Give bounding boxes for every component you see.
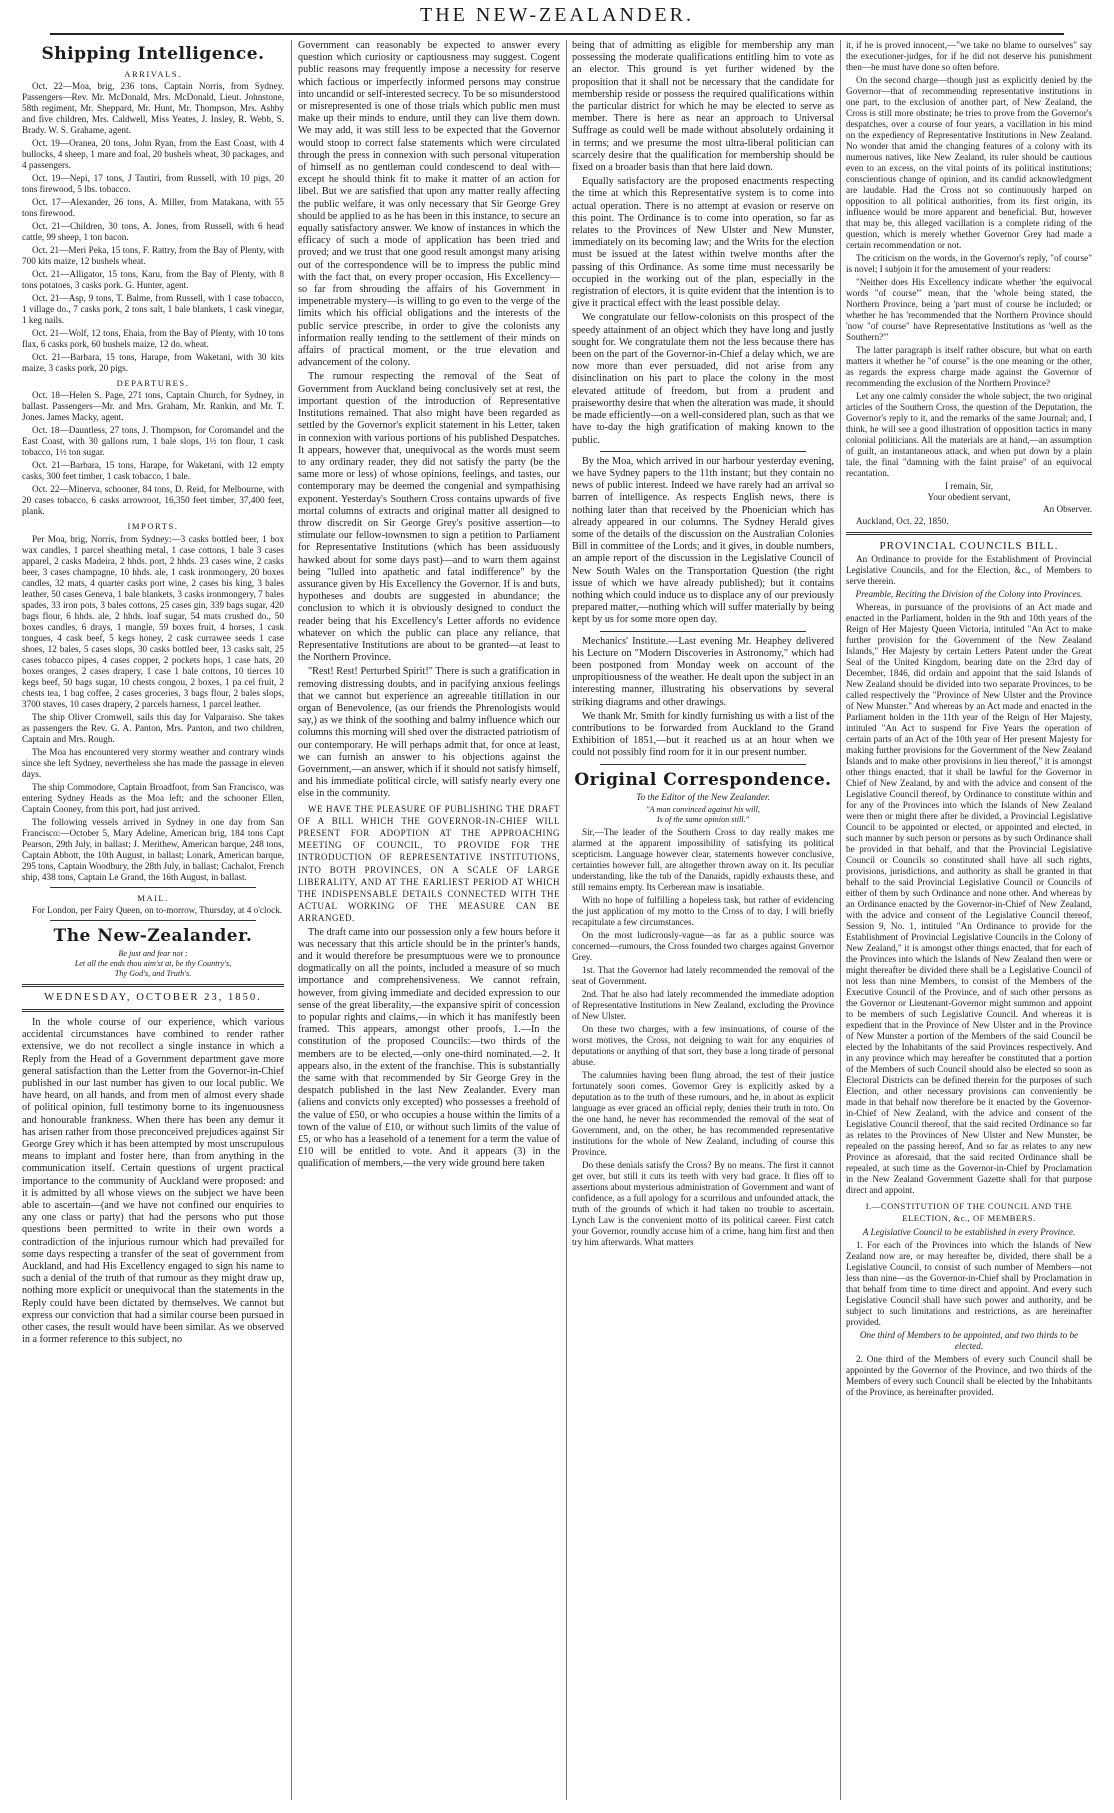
bill-header: PROVINCIAL COUNCILS BILL. <box>879 540 1059 552</box>
letter-paragraph: With no hope of fulfilling a hopeless task, but rather of evidencing the just application of my motto to the Cross of to day, I will briefly recapitulate a few circumstances. <box>572 894 834 927</box>
letter-paragraph: "Neither does His Excellency indicate whether 'the equivocal words "of course"' mean, that the 'whole being stated, the Northern Province, being a 'part must of course be included; or whether he has 'recommended that the Northern Province should 'now "of course" have Representative Institutions as 'well as the Southern?'" <box>846 277 1092 342</box>
date-rule <box>22 984 284 987</box>
letter-paragraph: Let any one calmly consider the whole subject, the two original articles of the Southern Cross, the question of the Deputation, the Governor's reply to it, and the remarks of the same Journal; and, I think, he will see a good illustration of opposition tactics in many colonial politicians. All the materials are at hand,—an assumption of guilt, an instantaneous attack, and when put down by a plain tale, the final "damning with the faint praise" of an equivocal recantation. <box>846 391 1092 478</box>
letter-body <box>572 827 834 1248</box>
section-rule <box>600 631 806 632</box>
masthead <box>0 0 1114 34</box>
letter-paragraph: 1st. That the Governor had lately recommended the removal of the seat of Government. <box>572 964 834 986</box>
letter-continuation <box>846 40 1092 527</box>
masthead-rule <box>50 33 1064 35</box>
departure-entry: Oct. 18—Helen S. Page, 271 tons, Captain Church, for Sydney, in ballast. Passengers—Mr. and Mrs. Graham, Mr. Rankin, and Mr. T. Jones. James Macky, agent. <box>22 390 284 423</box>
column-3 <box>572 40 834 1800</box>
section-rule <box>50 887 256 888</box>
letter-paragraph: On the most ludicrously-vague—as far as a public source was concerned—rumours, the Cross founded two charges against Governor Grey. <box>572 929 834 962</box>
section-rule <box>846 532 1092 535</box>
section-rule <box>600 764 806 765</box>
mail-text: For London, per Fairy Queen, on to-morrow, Thursday, at 4 o'clock. <box>32 904 283 915</box>
letter-paragraph: On these two charges, with a few insinuations, of course of the worst motives, the Cross, not deigning to wait for any enquiries of deputations or anything of that sort, they base a long tirade of personal abuse. <box>572 1023 834 1067</box>
arrival-entry: Oct. 21—Barbara, 15 tons, Harape, from Waketani, with 30 kits maize, 3 casks pork, 20 pigs. <box>22 352 284 374</box>
letter-signoff: Your obedient servant, <box>927 492 1011 502</box>
letter-paragraph: The calumnies having been flung abroad, the test of their justice fortunately soon comes. Governor Grey is explicitly asked by a deputation as to the truth of these rumours, and he, in about as explicit language as ever graced an official reply, denies their truth in toto. On the one hand, he never has recommended the removal of the seat of Government, and, on the other, he has recommended representative institutions for the whole of New Zealand, including of course this Province. <box>572 1069 834 1157</box>
newspaper-title: THE NEW-ZEALANDER. <box>420 4 694 26</box>
editorial-paragraph: Government can reasonably be expected to answer every question which curiosity or captiousness may suggest. Cogent public reasons may frequently impose a necessity for reserve which factious or imperfectly informed persons may construe into uncandid or self-interested secrecy. To be so misunderstood or misrepresented is one of those trials which public men must make up their minds to endure, until they can live them down. We may add, it was still less to be expected that the Governor would stoop to correct false statements which were circulated through the press in connexion with such personal vituperation of himself as no gentleman could condescend to deal with—except he should think fit to make it matter of an action for libel. But we are satisfied that upon any matter really affecting the public welfare, it was only necessary that Sir George Grey should be applied to as he has been in this instance, to secure an equally satisfactory answer. We know of instances in which the efficacy of such a mode of application has been tried and proved; and we trust that one good result amongst many arising out of the correspondence will be to impress the public mind with the fact that, on every proper occasion, His Excellency—so far from shrouding the affairs of his Government in impenetrable mystery—is willing to go even to the verge of the limits which his official obligations and the interests of the public service prescribe, in order to give the colonists any information really tending to the settlement of their minds on affairs of practical moment, or the true elevation and advancement of the colony. <box>298 40 560 369</box>
shipping-note: The Moa has encountered very stormy weather and contrary winds since she left Sydney, nevertheless she has made the passage in eleven days. <box>22 746 284 779</box>
bill-preamble-heading: Preamble, Reciting the Division of the Colony into Provinces. <box>855 589 1083 600</box>
letter-paragraph: The latter paragraph is itself rather obscure, but what on earth matters it whether he "of course" is the one meaning or the other, as regards the express charge made against the Governor of recommending the exclusion of the Northern Province? <box>846 345 1092 388</box>
bill-text: Whereas, in pursuance of the provisions of an Act made and enacted in the Parliament, holden in the 9th and 10th years of the Reign of Her Majesty Queen Victoria, intituled "An Act to make further provision for the Government of the New Zealand Islands," Her Majesty by certain Letters Patent under the Great Seal of the United Kingdom, bearing date on the 23rd day of December, 1846, did ordain and appoint that the said Islands of New Zealand should be divided into two separate Provinces, to be called respectively the "Province of New Ulster and the Province of New Munster." And whereas by an Act made and enacted in the Parliament holden in the 11th year of the Reign of Her Majesty, intituled "An Act to suspend for Five Years the operation of certain parts of an Act of the 10th year of Her present Majesty for making further provisions for the Government of the New Zealand Islands and to make other provisions in lieu thereof," it is amongst other things enacted, that it shall be lawful for the Governor in Chief of New Zealand, by and with the advice and consent of the Legislative Council thereof, by Ordinance to constitute within and for any of the Provinces into which the Islands of New Zealand were then or might there after be divided, a Provincial Legislative Council to be appointed or elected, or appointed and elected, in such manner by such person or persons as by such Ordinance shall be provided in that behalf, and that the Provincial Legislative Council or Councils so constituted shall have all such rights, provisions, jurisdictions, and authority as shall be granted in that behalf to the said Provincial Legislative Council or Councils of either of them by such Ordinance and none other. And whereas by an Ordinance enacted by the Governor-in-Chief of New Zealand, with the advice and consent of the Legislative Council thereof, Session 9, No. 1, intituled "An Ordinance to provide for the Establishment of Provincial Legislative Councils in the Colony of New Zealand," it is amongst other things enacted, that for each of the Provinces into which the Islands of New Zealand then were or might thereafter be divided there shall be a Legislative Council of not less than nine Members, to consist of the Members of the Executive Council of the Province, and of such other persons as the Governor or Lieutenant-Governor might summon and appoint to be members of such Legislative Council. And whereas it is expedient that in the Province of New Ulster and in the Province of New Munster a portion of the Members of the said Council be elected by the Inhabitants of the said Provinces respectively. And in any province which may hereafter be constituted that a portion of the Members of such Council should also be elected so soon as Electoral Districts can be defined therein for the purposes of such Election, and other necessary provisions can conveniently be made in that behalf now therefore be it enacted by the Governor-in-Chief of New Zealand, with the advice and consent of the Legislative Council thereof, that the said recited Ordinance so far as relates to the Provinces of New Ulster and New Munster, be repealed on the passing hereof, And so far as relates to any new Province as aforesaid, that the said recited Ordinance shall be repealed, at such time as the Governor-in-Chief by Proclamation in the New Zealand Government Gazette shall for that purpose direct and appoint. <box>846 602 1092 1196</box>
letter-date: Auckland, Oct. 22, 1850. <box>856 516 949 526</box>
mail-label: MAIL. <box>137 892 169 903</box>
section-rule <box>50 920 256 921</box>
imports-text: Per Moa, brig, Norris, from Sydney:—3 casks bottled beer, 1 box wax candles, 1 parcel sheathing metal, 1 case cottons, 1 bale 3 cases apparel, 2 casks Madeira, 2 hhds. port, 2 hhds. 23 cases wine, 2 casks beer, 3 cases champagne, 10 hhds. ale, 1 cask ironmongery, 20 boxes candles, 32 mats, 4 quarter casks port wine, 2 cases bis king, 3 bales leather, 50 cases Geneva, 1 bale blankets, 3 casks ironmongery, 7 bales spades, 33 iron pots, 3 bales cottons, 25 cases gin, 339 bags sugar, 420 bags flour, 6 hhds. ale, 2 hhds. loaf sugar, 54 mats crushed do., 50 boxes candles, 6 drays, 1 mangle, 59 boxes fruit, 4 horses, 1 cask tongues, 4 cask beef, 5 kegs honey, 2 cask currawee seeds 1 case shoes, 12 bales, 5 cases slops, 30 casks bottled beer, 13 casks salt, 25 cases tobacco pipes, 4 cases copper, 2 pockets hops, 1 case hats, 20 boxes oranges, 2 cases drapery, 1 case 1 bale cottons, 10 tierces 10 kegs beef, 50 bags sugar, 10 chests congou, 2 boxes, 1 pa cel fruit, 2 chests tea, 1 bag coffee, 2 cases groceries, 3 bags flour, 2 bales slops, 3700 staves, 10 cases drapery, 2 parcels harness, 1 parcel leather. <box>22 533 284 709</box>
shipping-note: The ship Oliver Cromwell, sails this day for Valparaiso. She takes as passengers the Rev. G. A. Panton, Mrs. Panton, and two children, Captain and Mrs. Rough. <box>22 711 284 744</box>
letter-paragraph: On the second charge—though just as explicitly denied by the Governor—that of recommending representative institutions in one part, to the exclusion of another part, of New Zealand, the Cross is still more obstinate; he tries to prove from the Governor's despatches, over a course of four years, a vacillation in his mind on the expediency of Representative Institutions in New Zealand. No wonder that amid the changing features of a colony with its numerous natives, like New Zealand, its ruler should be cautious even to an excess, on the vital points of its political institutions; conscientious change of opinion, and its candid acknowledgment are laudable. Had the Cross not so continuously harped on opposition to all political authorities, from its first origin, its influence would be more apparent and beneficial. But, however that may be, this alleged vacillation is a complete riding of the question, which is merely whether Governor Grey had made a certain recommendation or not. <box>846 75 1092 250</box>
arrival-entry: Oct. 21—Wolf, 12 tons, Ehaia, from the Bay of Plenty, with 10 tons flax, 6 casks pork, 60 bushels maize, 12 do. wheat. <box>22 328 284 350</box>
arrivals-label: ARRIVALS. <box>124 69 182 79</box>
editorial-paragraph: Equally satisfactory are the proposed enactments respecting the time at which this Representative system is to come into actual operation. There is no attempt at evasion or reserve on this point. The Ordinance is to come into operation, so far as relates to the Provinces of New Ulster and New Munster, immediately on its becoming law; and the Writs for the election must be issued at the latest within twelve months after the passing of this Ordinance. As some time must necessarily be occupied in the working out of the plan, especially in the registration of electors, it is quite evident that the intention is to give it practical effect with the least possible delay. <box>572 176 834 310</box>
editorial-paragraph: being that of admitting as eligible for membership any man possessing the moderate qualifications entitling him to vote as an elector. This ground is yet further widened by the proposition that it shall not be necessary that the candidate for membership reside or possess the required qualifications within the particular district for which he may be elected to serve as member. There is here as near an approach to Universal Suffrage as could well be made without absolutely ordaining it in terms; and we presume the most ultra-liberal politician can scarcely desire that the qualification for membership should be fixed on a broader basis than that here laid down. <box>572 40 834 174</box>
departures-label: DEPARTURES. <box>116 378 190 389</box>
shipping-intelligence-header: Shipping Intelligence. <box>41 44 265 64</box>
issue-date: WEDNESDAY, OCTOBER 23, 1850. <box>44 991 262 1003</box>
column-divider <box>291 40 292 1800</box>
correspondence-motto: "A man convinced against his will, Is of the same opinion still." <box>646 804 760 824</box>
bill-intro: An Ordinance to provide for the Establishment of Provincial Legislative Councils, and for the Election, &c., of Members to serve therein. <box>846 554 1092 587</box>
letter-paragraph: Do these denials satisfy the Cross? By no means. The first it cannot get over, but still it cuts its teeth with very bad grace. It flies off to assertions about mysterious administration of Government and want of confidence, as a full apology for a scurrilous and unfounded attack, the truth of the grounds of which it had taken no trouble to ascertain. Lynch Law is the convenient motto of its political career. First catch your Governor, roundly accuse him of a crime, hang him first and then try him afterwards. What matters <box>572 1159 834 1247</box>
shipping-notes <box>22 712 284 883</box>
bill-clause: 2. One third of the Members of every such Council shall be appointed by the Governor of the Province, and two thirds of the Members of every such Council shall be elected by the Inhabitants of the Province, as hereinafter provided. <box>846 1353 1092 1397</box>
arrival-entry: Oct. 22—Moa, brig, 236 tons, Captain Norris, from Sydney. Passengers—Rev. Mr. McDonald, Mrs. McDonald, Lieut. Johnstone, 58th regiment, Mr. Sheppard, Mr. Hunt, Mr. Thompson, Mrs. Ashby and five children, Mrs. Caldwell, Miss Yeates, J. Insley, R. Webb, S. Brady. W. S. Grahame, agent. <box>22 81 284 136</box>
departure-entry: Oct. 22—Minerva, schooner, 84 tons, D. Reid, for Melbourne, with 20 cases tobacco, 6 casks arrowroot, 16,350 feet timber, 37,400 feet, plank. <box>22 484 284 517</box>
letter-paragraph: 2nd. That he also had lately recommended the immediate adoption of Representative Institutions in New Zealand, excluding the Province of New Ulster. <box>572 988 834 1021</box>
arrival-entry: Oct. 21—Alligator, 15 tons, Karu, from the Bay of Plenty, with 8 tons potatoes, 3 casks pork. G. Hunter, agent. <box>22 269 284 291</box>
section-rule <box>600 451 806 452</box>
letter-paragraph: The criticism on the words, in the Governor's reply, "of course" is novel; I subjoin it for the amusement of your readers: <box>846 253 1092 274</box>
editorial-paragraph: The draft came into our possession only a few hours before it was necessary that this article should be in the printer's hands, and it would therefore be presumptuous were we to pronounce dogmatically on all the points, included a measure of so much importance and comprehensiveness. We cannot refrain, however, from giving immediate and decided expression to our sense of the great liberality,—the expansive spirit of concession to popular rights and claims,—in which it has manifestly been framed. This appears, amongst other proofs, 1.—In the constitution of the proposed Councils:—two thirds of the members are to be elected,—only one-third nominated.—2. It appears also, in the extent of the franchise. This is substantially the same with that recommended by Sir George Grey in the despatch published in the last New Zealander. Every man (aliens and convicts only excepted) who possesses a freehold of the value of £50, or who occupies a house within the limits of a town of the value of £10, or without such limits of the value of £5, or who has a leasehold of a tenement for a term the value of £10 will be entitled to vote. And it appears (3) in the qualification of members,—the very wide ground here taken <box>298 926 560 1170</box>
departures-list <box>22 390 284 517</box>
moa-news-paragraph: By the Moa, which arrived in our harbour yesterday evening, we have Sydney papers to the 11th instant; but they contain no news of public interest. Indeed we have rarely had an arrival so barren of intelligence. As respects English news, there is nothing later than that received by the Phoenician which has already appeared in our columns. The Sydney Herald gives some of the details of the discussion on the Australian Colonies Bill in committee of the Lords; and it gives, in double numbers, an ample report of the discussion in the Legislative Council of New South Wales on the Transportation Question (the right issue of which we have already published); but it contains nothing which could induce us to displace any of our previously prepared matter,—nothing which will suffer materially by being kept by us for some more open day. <box>572 455 834 626</box>
mechanics-institute-paragraph: Mechanics' Institute.—Last evening Mr. Heaphey delivered his Lecture on "Modern Discoveries in Astronomy," which had been postponed from Monday week on account of the unpropitiousness of the weather. He dealt upon the subject in an interesting manner, illustrating his observations by several striking diagrams and other drawings. <box>572 635 834 708</box>
editorial-paragraph: We congratulate our fellow-colonists on this prospect of the speedy attainment of an object which they have long and justly sought for. We congratulate them not the less because there has been on the part of the Governor-in-Chief a delay which, we are now more than ever persuaded, did not arise from any disinclination on his part to place the colony in the most elevated attitude of freedom, but from a prudent and praiseworthy desire that when the alteration was made, it should be made efficiently—on a well-considered plan, such as that we have to-day the high gratification of making known to the public. <box>572 312 834 446</box>
letter-paragraph: Sir,—The leader of the Southern Cross to day really makes me alarmed at the apparent impossibility of satisfying its political scepticism. Language however clear, statements however conclusive, certainties however full, are altogether thrown away on it. Its peculiar understanding, like the tub of the Danaids, rapidly exhausts these, and still remains empty. Its Cerberean maw is insatiable. <box>572 826 834 892</box>
letter-signature: An Observer. <box>1043 504 1092 514</box>
imports-label: IMPORTS. <box>127 521 179 532</box>
column-divider <box>566 40 567 1800</box>
arrival-entry: Oct. 21—Meri Peka, 15 tons, F. Rattry, from the Bay of Plenty, with 700 kits maize, 12 bushels wheat. <box>22 245 284 267</box>
departure-entry: Oct. 18—Dauntless, 27 tons, J. Thompson, for Coromandel and the East Coast, with 30 gallons rum, 1 bale slops, 1½ ton flour, 1 cask tobacco, 1½ ton sugar. <box>22 425 284 458</box>
correspondence-to: To the Editor of the New Zealander. <box>636 792 770 803</box>
shipping-note: The ship Commodore, Captain Broadfoot, from San Francisco, was entering Sydney Heads as the Moa left; and the schooner Ellen, Captain Cooney, from this port, had just arrived. <box>22 781 284 814</box>
bill-announcement: WE HAVE THE PLEASURE OF PUBLISHING THE DRAFT OF A BILL WHICH THE GOVERNOR-IN-CHIEF WILL PRESENT FOR ADOPTION AT THE APPROACHING MEETING OF COUNCIL, TO PROVIDE FOR THE INTRODUCTION OF REPRESENTATIVE INSTITUTIONS, INTO BOTH PROVINCES, ON A SCALE OF LARGE LIBERALITY, AND AT THE EARLIEST PERIOD AT WHICH THE INDISPENSABLE DETAILS CONNECTED WITH THE ACTUAL WORKING OF THE MEASURE CAN BE ARRANGED. <box>298 803 560 924</box>
editorial-paragraph: The rumour respecting the removal of the Seat of Government from Auckland being conclusively set at rest, the important question of the introduction of Representative Institutions remained. That also might have been regarded as settled by the Governor's explicit statement in his Letter, taken in connexion with various portions of his published Despatches. It appears, however that, unequivocal as the words must seem to any ordinary reader, they did not satisfy the party (be the same more or less) of whose opinions, feelings, and tastes, our contemporary may be deemed the congenial and sympathising exponent. Yesterday's Southern Cross contains upwards of five mortal columns of extracts and original matter all designed to throw discredit on Sir George Grey's positive assertion—to stimulate our fellow-townsmen to sign a petition to Parliament for Representative Institutions (which has been assiduously hawked about for some days past)—and to warn them against being "lulled into apathetic and fatal indifference" by the assurance given by His Excellency the Governor. If is and buts, hypotheses and doubts are suggested in abundance; the conclusion to which it is obviously designed to conduct the reader being that his Excellency's Letter affords no evidence whatever on which the public can place any reliance, that Representative Institutions are about to be granted—at least to the Northern Province. <box>298 371 560 664</box>
bill-clause: 1. For each of the Provinces into which the Islands of New Zealand now are, or may hereafter be, divided, there shall be a Legislative Council, to consist of such number of Members—not less than nine—as the Governor-in-Chief shall by Proclamation in that behalf from time to time direct and appoint. And every such Legislative Council shall have such power and authority, and be subject to such limitations and restrictions, as are hereinafter provided. <box>846 1239 1092 1327</box>
letter-signoff: I remain, Sir, <box>944 481 994 491</box>
arrival-entry: Oct. 17—Alexander, 26 tons, A. Miller, from Matakana, with 55 tons firewood. <box>22 197 284 219</box>
bill-clause-note: One third of Members to be appointed, and two thirds to be elected. <box>859 1329 1079 1351</box>
paper-name-header: The New-Zealander. <box>53 925 253 946</box>
column-1 <box>22 40 284 1800</box>
column-4 <box>846 40 1092 1800</box>
correspondence-header: Original Correspondence. <box>574 769 832 790</box>
exhibition-paragraph: We thank Mr. Smith for kindly furnishing us with a list of the contributions to be forwarded from Auckland to the Grand Exhibition of 1851,—but it reached us at an hour when we could not possibly find room for it in our present number. <box>572 710 834 759</box>
arrival-entry: Oct. 19—Oranea, 20 tons, John Ryan, from the East Coast, with 4 bullocks, 4 sheep, 1 mare and foal, 20 bushels wheat, 30 packages, and 4 passengers. <box>22 138 284 171</box>
arrival-entry: Oct. 19—Nepi, 17 tons, J Tautiri, from Russell, with 10 pigs, 20 tons firewood, 5 lbs. tobacco. <box>22 173 284 195</box>
column-divider <box>840 40 841 1800</box>
paper-motto: Be just and fear not : Let all the ends thou aim'st at, be thy Country's, Thy God's, and Truth's. <box>74 948 232 978</box>
arrival-entry: Oct. 21—Asp, 9 tons, T. Balme, from Russell, with 1 case tobacco, 1 village do., 7 casks pork, 2 tons salt, 1 bale blankets, 1 cask vinegar, 1 keg nails. <box>22 293 284 326</box>
editorial-paragraph: In the whole course of our experience, which various accidental circumstances have combined to render rather extensive, we do not recollect a single instance in which a Reply from the Head of a Government department gave more general satisfaction than the Letter from the Governor-in-Chief published in our last number has given to our local public. We have heard, on all hands, and from men of almost every shade of political opinion, full testimony borne to its ingenuousness and honourable frankness. When there has been any demur it has arisen rather from those preconceived prejudices against Sir George Grey which it has been attempted by most unscrupulous means to implant and foster here, than from anything in the communication itself. Certain questions of urgent practical importance to the community of Auckland were proposed: and it is admitted by all whose views on the subject we have been able to ascertain—(and we have not confined our enquiries to any one class or party) that had the persons who put those questions been permitted to write in their own words a contradiction of the injurious rumour which had prevailed for some days respecting a transfer of the seat of government from Auckland, and had His Excellency engaged to sign his name to such a denial of the truth of that rumour as they might draw up, nothing more explicit or unequivocal than the statements in the Reply could have been dictated by themselves. We cannot but express our conviction that had a similar course been pursued in other cases, the result would have been similar. As we observed in a former reference to this subject, no <box>22 1017 284 1346</box>
bill-section-subheading: A Legislative Council to be established in every Province. <box>862 1226 1076 1237</box>
editorial-paragraph: "Rest! Rest! Perturbed Spirit!" There is such a gratification in removing distressing doubts, and in pacifying anxious feelings that we cannot but experience an agreeable titillation in our organ of Benevolence, (as our friends the Phrenologists would say,) as we think of the soothing and balmy influence which our columns this morning will shed over the distracted patriotism of our contemporary. He will perhaps admit that, for once at least, we can furnish an answer to his objections against the Government,—an answer, which if it should not satisfy himself, and his immediate political circle, will satisfy nearly every one else in the community. <box>298 666 560 800</box>
arrival-entry: Oct. 21—Children, 30 tons, A. Jones, from Russell, with 6 head cattle, 99 sheep, 1 ton bacon. <box>22 221 284 243</box>
column-2 <box>298 40 560 1800</box>
date-rule <box>22 1009 284 1012</box>
arrivals-list <box>22 81 284 374</box>
departure-entry: Oct. 21—Barbara, 15 tons, Harape, for Waketani, with 12 empty casks, 300 feet timber, 1 cask tobacco, 1 bale. <box>22 460 284 482</box>
bill-section-heading: I.—CONSTITUTION OF THE COUNCIL AND THE ELECTION, &c., OF MEMBERS. <box>865 1201 1073 1224</box>
shipping-note: The following vessels arrived in Sydney in one day from San Francisco:—October 5, Mary Adeline, American brig, 184 tons Capt Pearson, 29th July, in ballast; J. Merithew, American barque, 248 tons, Captain Abbott, the 10th August, in ballast; Lonark, American barque, 295 tons, Captain Woodbury, the 28th July, in ballast; Cachalot, French ship, 438 tons, Captain Le Grand, the 16th August, in ballast. <box>22 816 284 882</box>
letter-paragraph: it, if he is proved innocent,—"we take no blame to ourselves" say the executioner-judges, for if he did not deserve his punishment then—he must have done so often before. <box>846 40 1092 72</box>
